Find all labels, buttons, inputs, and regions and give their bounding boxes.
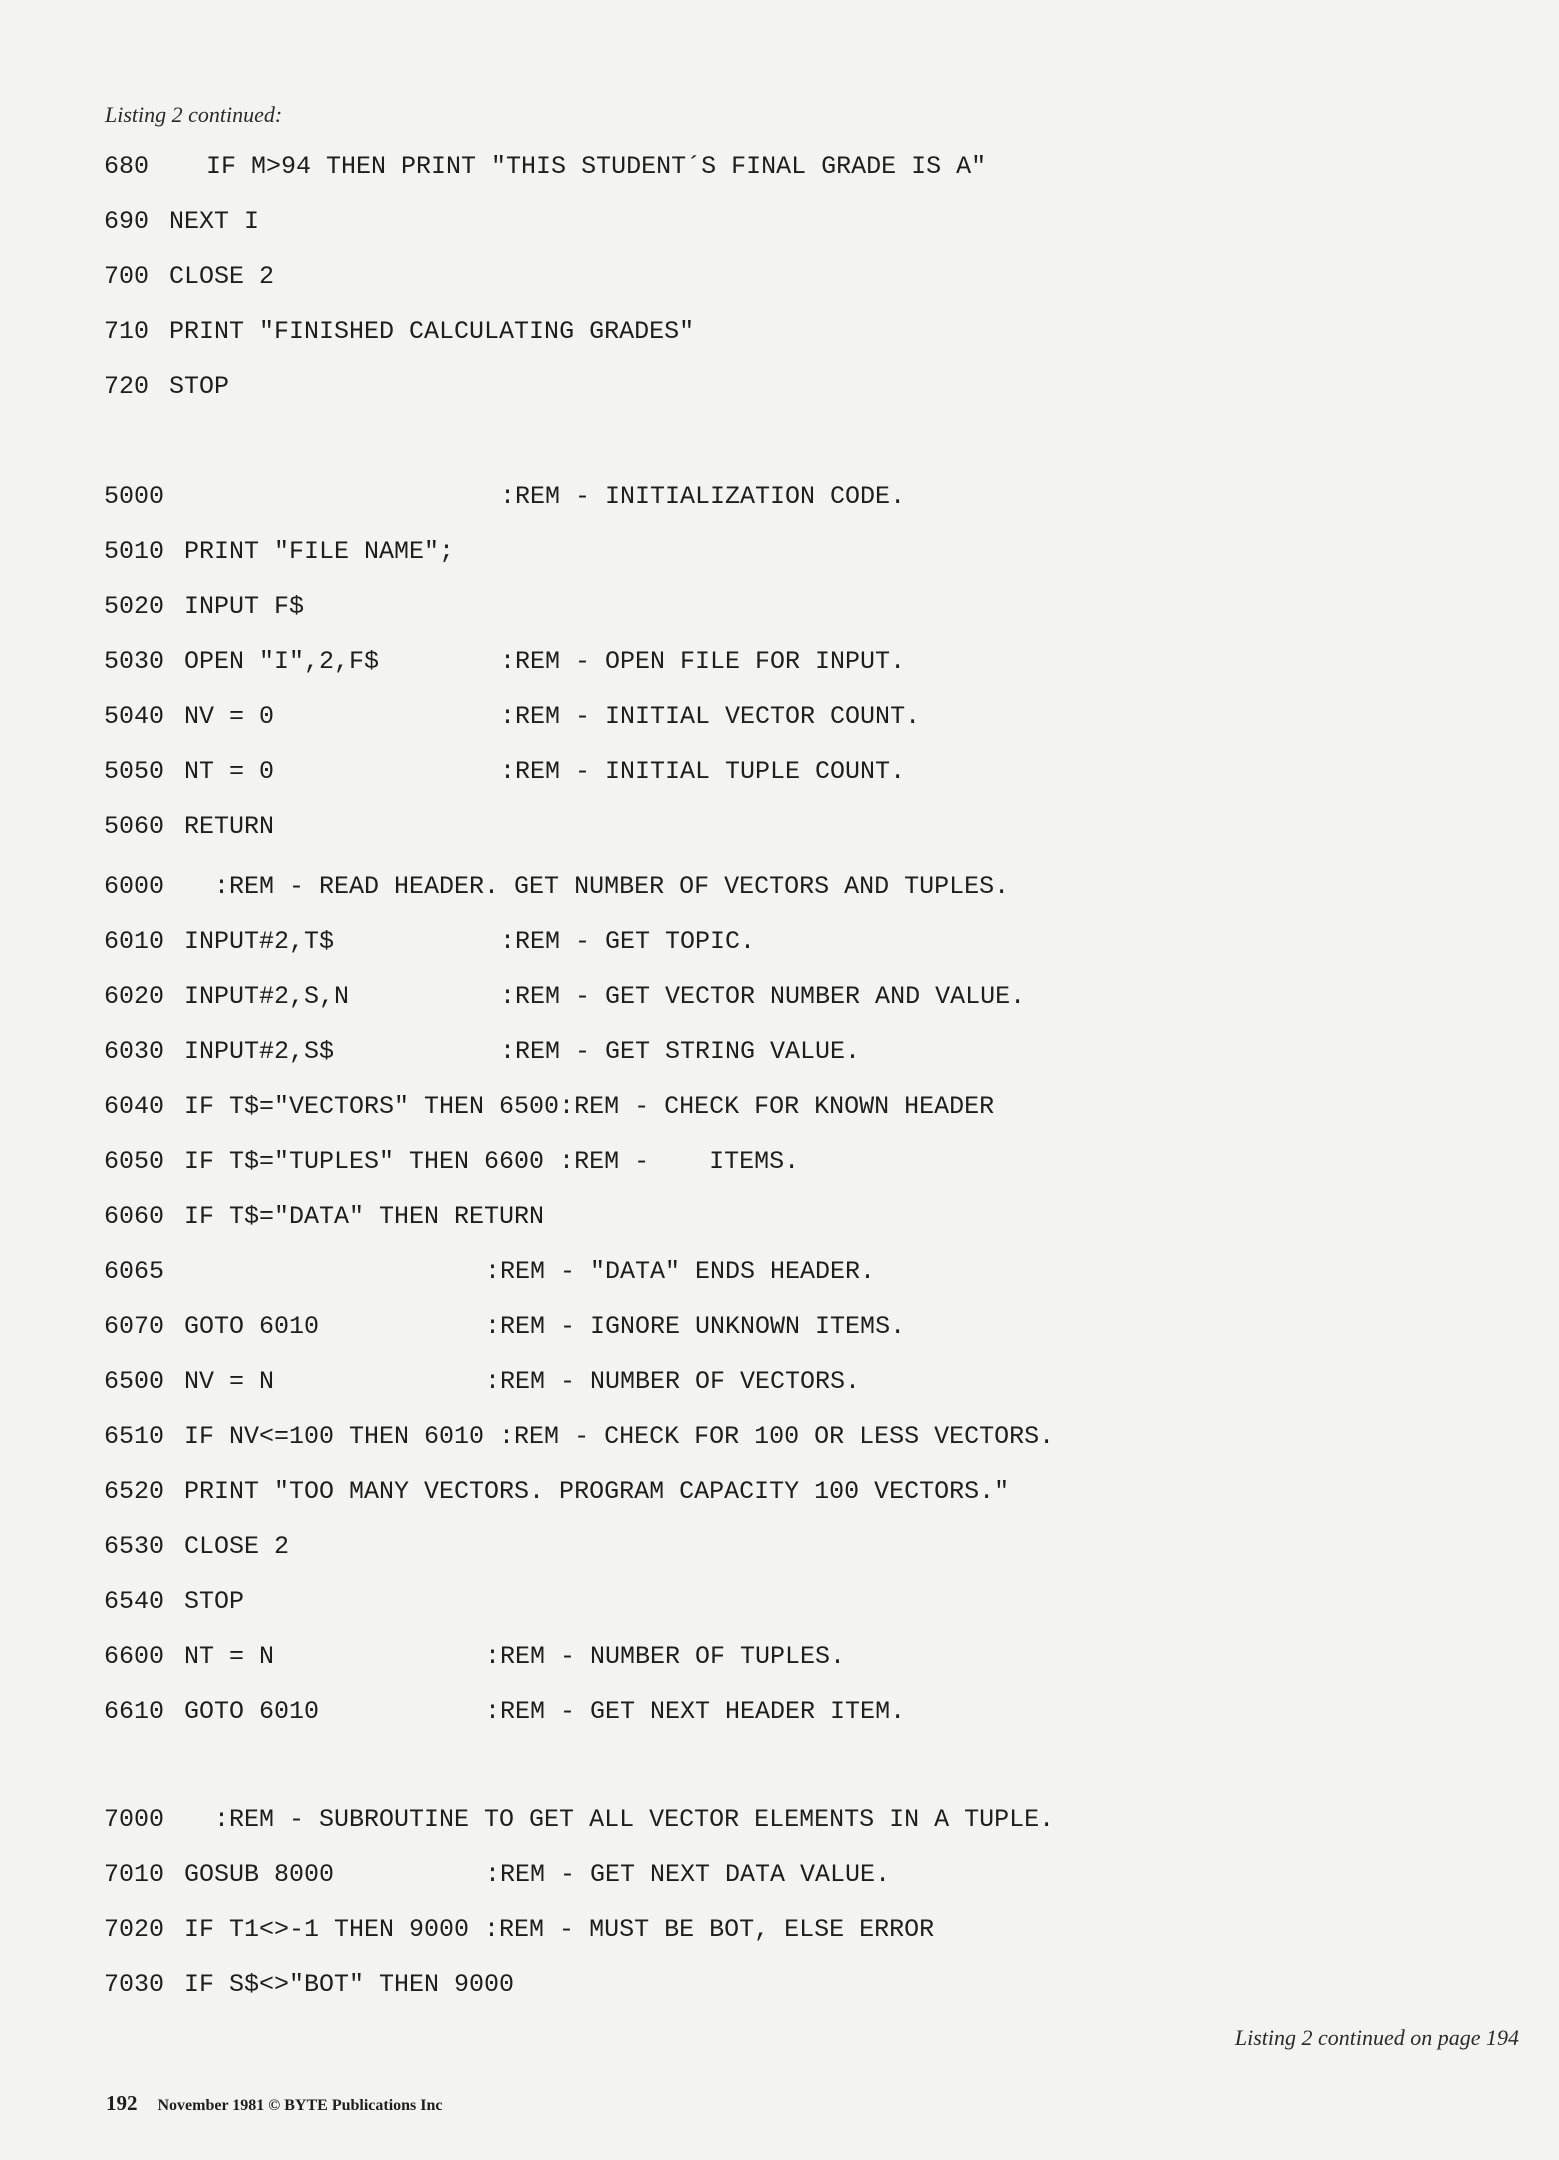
code-line [104,262,274,292]
publication-credit: November 1981 © BYTE Publications Inc [157,2097,443,2114]
line-code: :REM - SUBROUTINE TO GET ALL VECTOR ELEMENTS IN A TUPLE. [184,1805,1055,1834]
line-number: 7000 [104,1805,165,1834]
line-number: 6540 [104,1587,165,1616]
line-number: 6600 [104,1642,165,1671]
code-line [104,757,906,787]
code-line [104,1915,934,1945]
line-number: 5030 [104,647,165,676]
line-number: 6510 [104,1422,165,1451]
code-line [104,317,694,347]
line-remark: :REM - "DATA" ENDS HEADER. [485,1257,876,1286]
line-number: 700 [104,262,150,291]
line-number: 5000 [104,482,165,511]
listing-caption: Listing 2 continued: [105,102,283,127]
code-line [104,1642,846,1672]
code-line [104,207,259,237]
line-number: 6500 [104,1367,165,1396]
line-remark: :REM - GET NEXT DATA VALUE. [485,1860,891,1889]
line-code: CLOSE 2 [184,1532,290,1561]
code-line [104,372,229,402]
code-line [104,872,1009,902]
code-line [104,482,906,512]
line-number: 6520 [104,1477,165,1506]
line-remark: :REM - INITIALIZATION CODE. [500,482,906,511]
code-line [104,1477,1009,1507]
code-line [104,592,304,622]
line-code: GOSUB 8000 [184,1860,335,1889]
line-code: INPUT#2,T$ [184,927,335,956]
code-line [104,927,756,957]
line-code: INPUT#2,S$ [184,1037,335,1066]
line-code: PRINT "FILE NAME"; [184,537,455,566]
line-number: 6065 [104,1257,165,1286]
line-number: 6000 [104,872,165,901]
line-number: 6030 [104,1037,165,1066]
code-line [104,152,986,182]
line-remark: :REM - GET VECTOR NUMBER AND VALUE. [500,982,1026,1011]
line-number: 7010 [104,1860,165,1889]
line-number: 5020 [104,592,165,621]
code-line [104,537,454,567]
code-line [104,1587,244,1617]
line-number: 680 [104,152,150,181]
code-line [104,1422,1054,1452]
line-number: 710 [104,317,150,346]
line-remark: :REM - INITIAL TUPLE COUNT. [500,757,906,786]
line-number: 6530 [104,1532,165,1561]
line-code: CLOSE 2 [169,262,275,291]
line-code: NV = N [184,1367,275,1396]
line-code: :REM - READ HEADER. GET NUMBER OF VECTORS AND TUPLES. [184,872,1010,901]
line-remark: :REM - GET NEXT HEADER ITEM. [485,1697,906,1726]
code-line [104,1257,876,1287]
line-number: 5010 [104,537,165,566]
line-remark: :REM - NUMBER OF VECTORS. [485,1367,861,1396]
code-line [104,982,1026,1012]
line-code: INPUT#2,S,N [184,982,350,1011]
line-code: PRINT "FINISHED CALCULATING GRADES" [169,317,695,346]
line-number: 7020 [104,1915,165,1944]
line-number: 6070 [104,1312,165,1341]
line-number: 5040 [104,702,165,731]
line-code: STOP [169,372,230,401]
line-code: IF T$="TUPLES" THEN 6600 :REM - ITEMS. [184,1147,800,1176]
code-line [104,1312,906,1342]
line-code: GOTO 6010 [184,1697,320,1726]
line-number: 6040 [104,1092,165,1121]
line-remark: :REM - INITIAL VECTOR COUNT. [500,702,921,731]
line-number: 690 [104,207,150,236]
code-line [104,1970,514,2000]
line-remark: :REM - GET TOPIC. [500,927,756,956]
continued-note: Listing 2 continued on page 194 [1234,2025,1519,2050]
line-remark: :REM - OPEN FILE FOR INPUT. [500,647,906,676]
line-code: NT = N [184,1642,275,1671]
line-code: NV = 0 [184,702,275,731]
line-code: OPEN "I",2,F$ [184,647,380,676]
code-line [104,1037,861,1067]
code-line [104,1147,799,1177]
code-line [104,812,274,842]
code-line [104,1860,891,1890]
code-line [104,702,921,732]
line-number: 5050 [104,757,165,786]
code-line [104,1805,1054,1835]
line-code: IF T1<>-1 THEN 9000 :REM - MUST BE BOT, ELSE ERROR [184,1915,935,1944]
line-code: IF M>94 THEN PRINT "THIS STUDENT´S FINAL GRADE IS A" [176,152,987,181]
line-remark: :REM - GET STRING VALUE. [500,1037,861,1066]
line-code: STOP [184,1587,245,1616]
line-remark: :REM - NUMBER OF TUPLES. [485,1642,846,1671]
line-number: 720 [104,372,150,401]
line-number: 6060 [104,1202,165,1231]
code-line [104,1202,544,1232]
line-code: IF NV<=100 THEN 6010 :REM - CHECK FOR 100 OR LESS VECTORS. [184,1422,1055,1451]
line-code: INPUT F$ [184,592,305,621]
line-code: IF T$="DATA" THEN RETURN [184,1202,545,1231]
line-code: GOTO 6010 [184,1312,320,1341]
line-number: 6010 [104,927,165,956]
line-number: 5060 [104,812,165,841]
code-line [104,1367,861,1397]
line-code: IF S$<>"BOT" THEN 9000 [184,1970,515,1999]
line-number: 6020 [104,982,165,1011]
line-code: IF T$="VECTORS" THEN 6500:REM - CHECK FOR KNOWN HEADER [184,1092,995,1121]
code-line [104,1092,994,1122]
line-code: NEXT I [169,207,260,236]
line-number: 6050 [104,1147,165,1176]
line-number: 7030 [104,1970,165,1999]
code-line [104,1697,906,1727]
page-number: 192 [106,2091,138,2115]
line-remark: :REM - IGNORE UNKNOWN ITEMS. [485,1312,906,1341]
line-code: PRINT "TOO MANY VECTORS. PROGRAM CAPACITY 100 VECTORS." [184,1477,1010,1506]
code-line [104,1532,289,1562]
line-code: NT = 0 [184,757,275,786]
page-footer [106,2091,443,2116]
code-line [104,647,906,677]
line-code: RETURN [184,812,275,841]
line-number: 6610 [104,1697,165,1726]
